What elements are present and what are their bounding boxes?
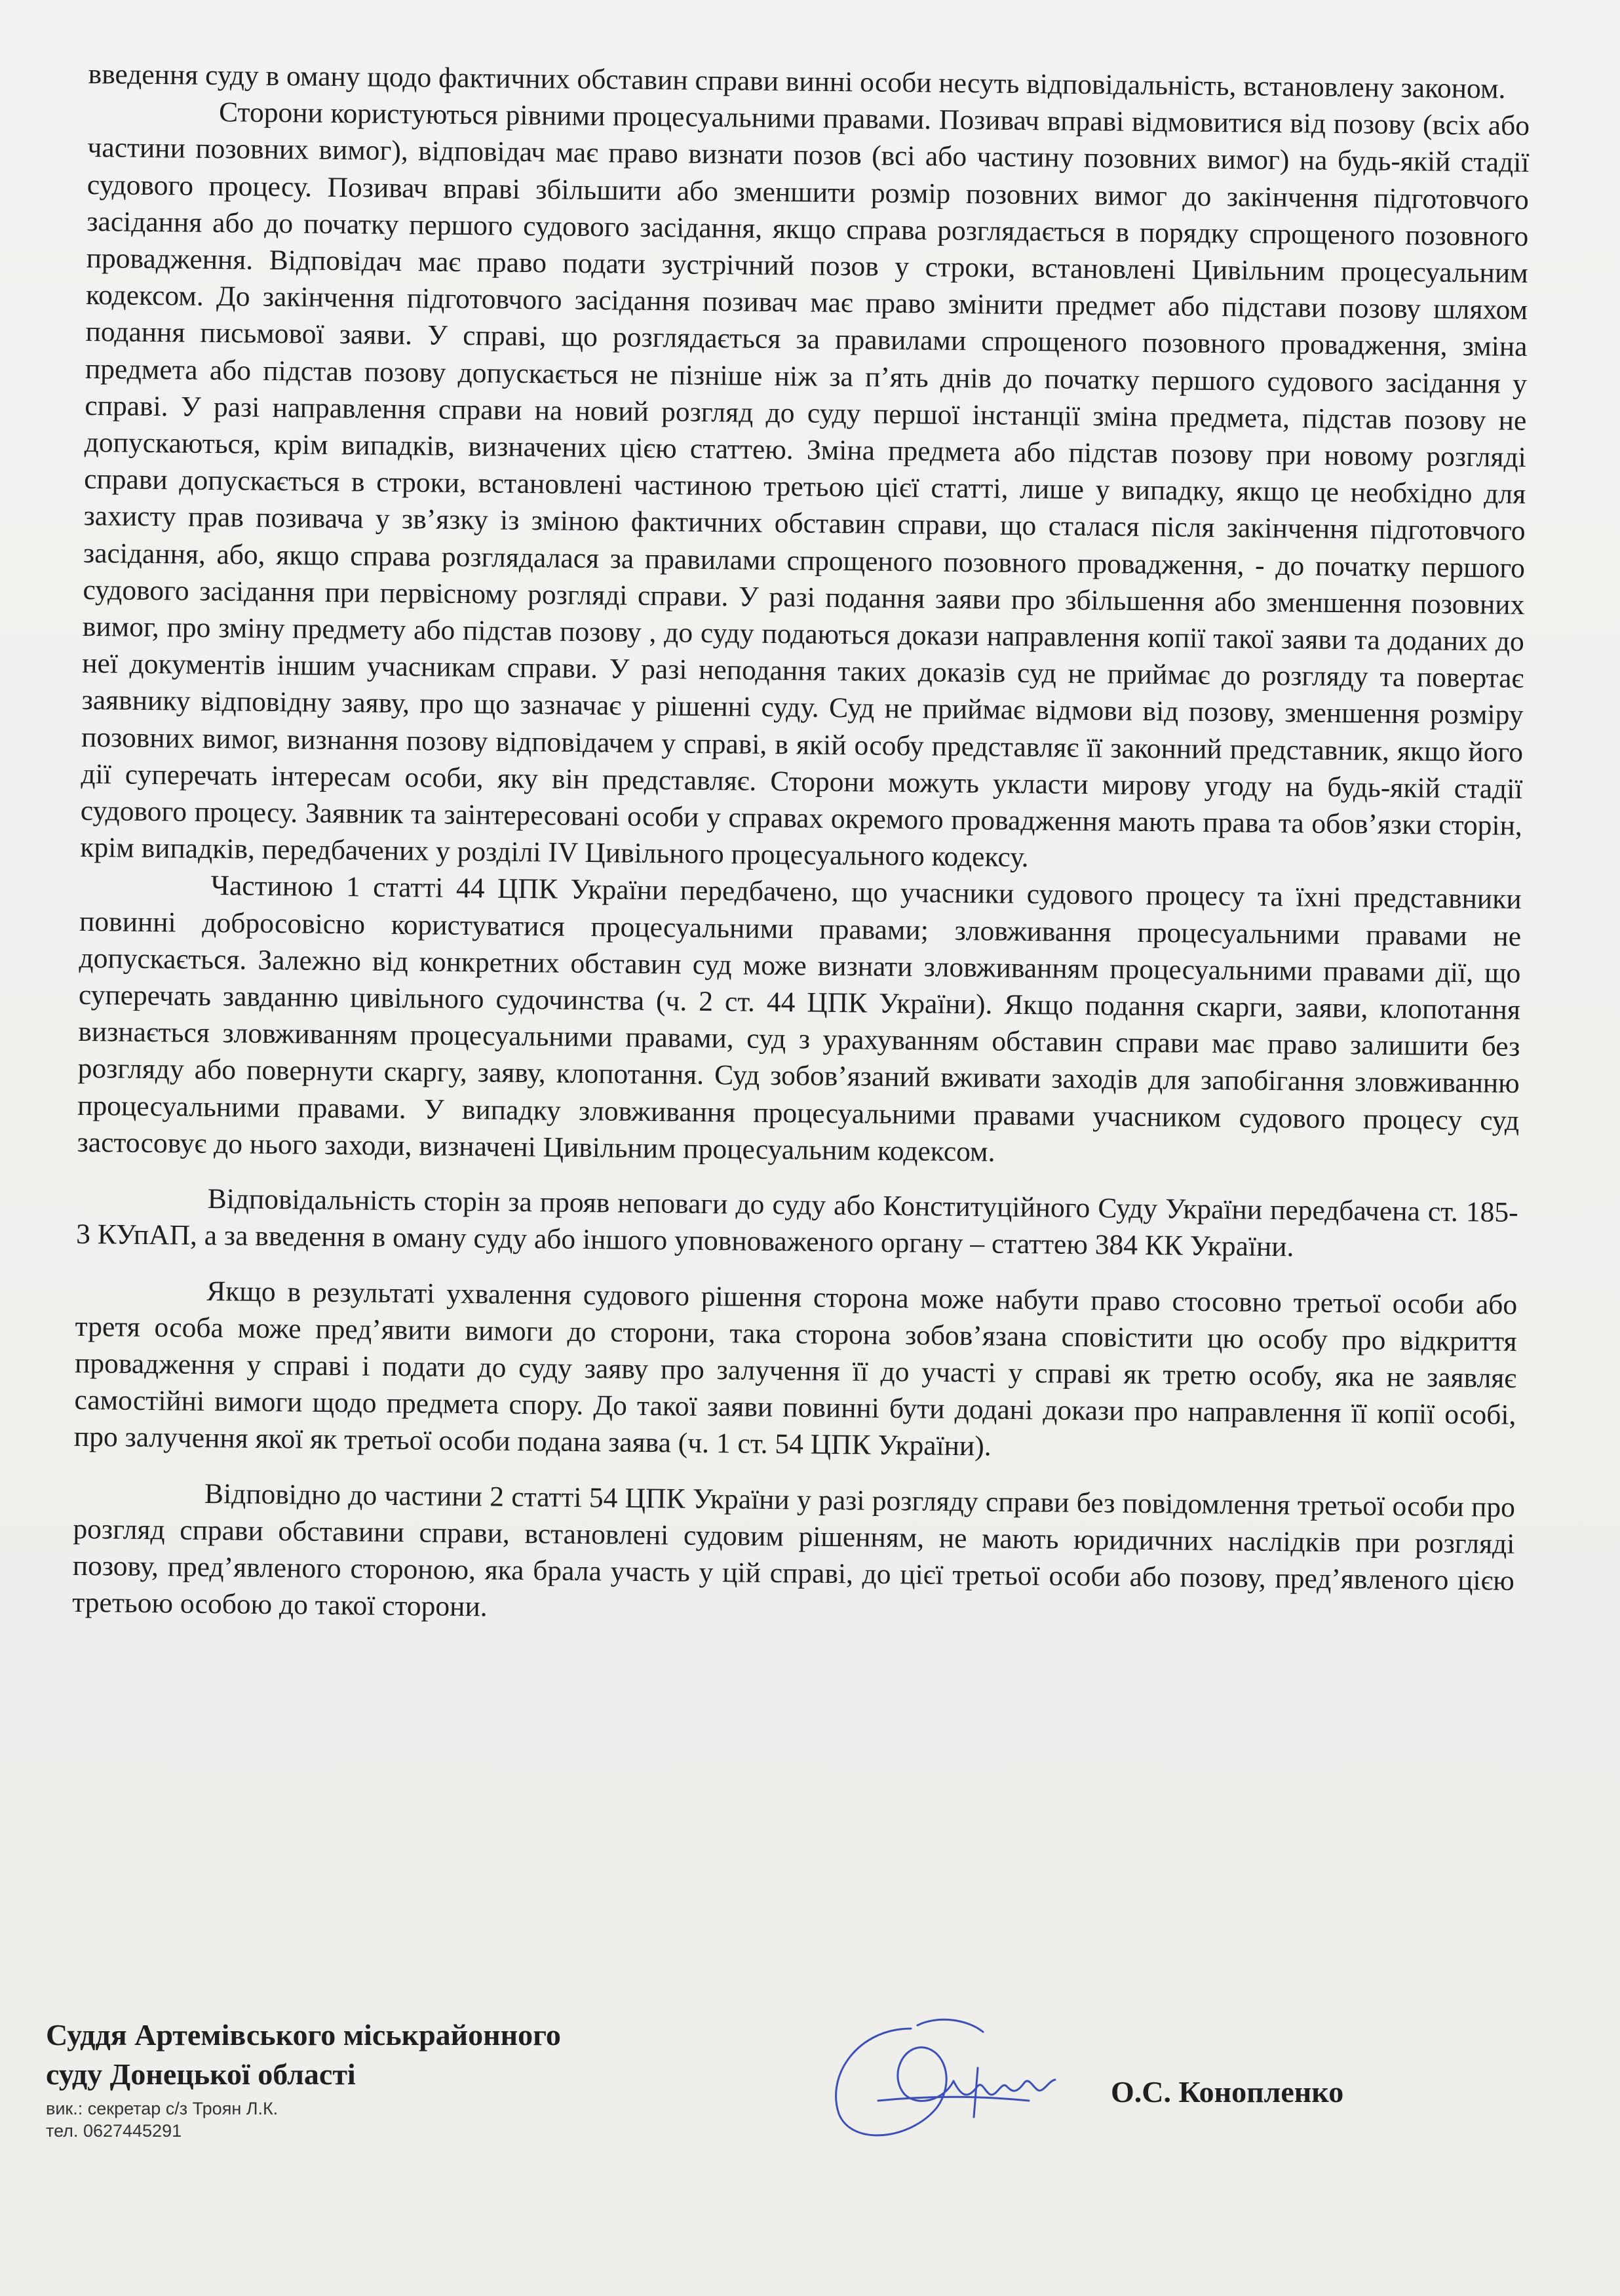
paragraph-3: Частиною 1 статті 44 ЦПК України передбачено, що учасники судового процесу та їхні представники повинні добросовісно користуватися процесуальними правами; зловживання процесуальними правами не допускається. Залежно від конкретних обставин суд може визнати зловживанням процесуальними правами дії, що суперечать завданню цивільного судочинства (ч. 2 ст. 44 ЦПК України). Якщо подання скарги, заяви, клопотання визнається зловживанням процесуальними правами, суд з урахуванням обставин справи має право залишити без розгляду або повернути скаргу, заяву, клопотання. Суд зобов’язаний вживати заходів для запобігання зловживанню процесуальними правами. У випадку зловживання процесуальними правами учасником судового процесу суд застосовує до нього заходи, визначені Цивільним процесуальним кодексом. [77,870,1522,1168]
document-body [72,56,1530,1636]
paragraph-5: Якщо в результаті ухвалення судового рішення сторона може набути право стосовно третьої особи або третя особа може пред’явити вимоги до сторони, така сторона зобов’язана сповістити цю особу про відкриття провадження у справі і подати до суду заяву про залучення її до участі у справі як третю особу, яка не заявляє самостійні вимоги щодо предмета спору. До такої заяви повинні бути додані докази про направлення її копії особі, про залучення якої як третьої особи подана заява (ч. 1 ст. 54 ЦПК України). [73,1275,1518,1462]
handwritten-signature-icon [813,2002,1088,2153]
judge-name: О.С. Конопленко [1111,2075,1344,2109]
paragraph-1: введення суду в оману щодо фактичних обставин справи винні особи несуть відповідальність, встановлену законом. [88,58,1506,105]
paragraph-6: Відповідно до частини 2 статті 54 ЦПК України у разі розгляду справи без повідомлення третьої особи про розгляд справи обставини справи, встановлені судовим рішенням, не мають юридичних наслідків при розгляді позову, пред’явленого стороною, яка брала участь у цій справі, до цієї третьої особи або позову, пред’явленого цією третьою особою до такої сторони. [72,1477,1516,1623]
paragraph-4: Відповідальність сторін за прояв неповаги до суду або Конституційного Суду України передбачена ст. 185-3 КУпАП, а за введення в оману суду або іншого уповноваженого органу – статтею 384 КК України. [75,1183,1518,1263]
judge-title-line-2: суду Донецької області [46,2057,356,2091]
phone-line: тел. 0627445291 [46,2121,182,2141]
signature-block [46,2015,1573,2212]
paragraph-2: Сторони користуються рівними процесуальними правами. Позивач вправі відмовитися від позову (всіх або частини позовних вимог), відповідач має право визнати позов (всі або частину позовних вимог) на будь-якій стадії судового процесу. Позивач вправі збільшити або зменшити розмір позовних вимог до закінчення підготовчого засідання або до початку першого судового засідання, якщо справа розглядається в порядку спрощеного позовного провадження. Відповідач має право подати зустрічний позов у строки, встановлені Цивільним процесуальним кодексом. До закінчення підготовчого засідання позивач має право змінити предмет або підстави позову шляхом подання письмової заяви. У справі, що розглядається за правилами спрощеного позовного провадження, зміна предмета або підстав позову допускається не пізніше ніж за п’ять днів до початку першого судового засідання у справі. У разі направлення справи на новий розгляд до суду першої інстанції зміна предмета, підстав позову не допускаються, крім випадків, визначених цією статтею. Зміна предмета або підстав позову при новому розгляді справи допускається в строки, встановлені частиною третьою цієї статті, лише у випадку, якщо це необхідно для захисту прав позивача у зв’язку із зміною фактичних обставин справи, що сталася після закінчення підготовчого засідання, або, якщо справа розглядалася за правилами спрощеного позовного провадження, - до початку першого судового засідання при первісному розгляді справи. У разі подання заяви про збільшення або зменшення позовних вимог, про зміну предмету або підстав позову , до суду подаються докази направлення копії такої заяви та доданих до неї документів іншим учасникам справи. У разі неподання таких доказів суд не приймає до розгляду та повертає заявнику відповідну заяву, про що зазначає у рішенні суду. Суд не приймає відмови від позову, зменшення розміру позовних вимог, визнання позову відповідачем у справі, в якій особу представляє її законний представник, якщо його дії суперечать інтересам особи, яку він представляє. Сторони можуть укласти мирову угоду на будь-якій стадії судового процесу. Заявник та заінтересовані особи у справах окремого провадження мають права та обов’язки сторін, крім випадків, передбачених у розділі IV Цивільного процесуального кодексу. [80,96,1530,874]
judge-title [46,2015,561,2094]
executor-line: вик.: секретар с/з Троян Л.К. [46,2099,279,2118]
judge-title-line-1: Суддя Артемівського міськрайонного [46,2018,561,2052]
